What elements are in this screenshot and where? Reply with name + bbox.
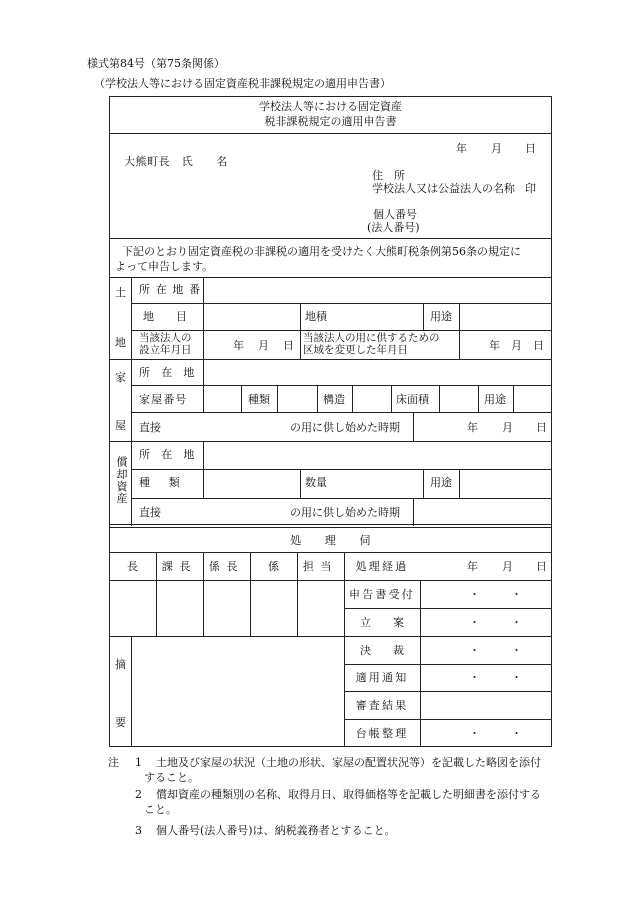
- house-direct-label: 直接: [139, 421, 161, 434]
- col-section-chief: 課長: [161, 560, 198, 573]
- col-chief: 長: [127, 560, 138, 573]
- step-decision: 決 裁: [360, 644, 404, 657]
- process-label: 処理経過: [355, 560, 409, 573]
- col-staff: 係: [268, 560, 279, 573]
- date-year-label: 年: [456, 142, 467, 155]
- step-notification-dot1: ・: [469, 671, 480, 684]
- land-est-year: 年: [233, 339, 244, 352]
- step-decision-dot1: ・: [469, 644, 480, 657]
- step-notification: 適用通知: [355, 671, 409, 684]
- org-name-label: 学校法人又は公益法人の名称: [372, 182, 515, 195]
- land-established-line2: 設立年月日: [139, 344, 192, 356]
- note-1-line1: 土地及び家屋の状況（土地の形状、家屋の配置状況等）を記載した略図を添付: [156, 756, 541, 769]
- form-title-line1: 学校法人等における固定資産: [259, 100, 402, 113]
- depreciable-quantity-label: 数量: [305, 476, 327, 489]
- statement-line2: よって申告します。: [115, 260, 214, 273]
- house-start-month: 月: [502, 421, 513, 434]
- note-1-line2: すること。: [144, 771, 199, 784]
- house-location-label: 所 在 地: [139, 366, 199, 379]
- house-start-year: 年: [467, 421, 478, 434]
- step-decision-dot2: ・: [511, 644, 522, 657]
- land-chimoku-label: 地 目: [143, 310, 187, 323]
- processing-header: 処 理 伺: [290, 534, 371, 547]
- land-section-char1: 土: [115, 286, 126, 299]
- land-chg-month: 月: [511, 339, 522, 352]
- step-draft-dot2: ・: [511, 616, 522, 629]
- land-use-label: 用途: [430, 310, 452, 323]
- step-receipt-dot1: ・: [469, 588, 480, 601]
- note-2-number: 2: [135, 788, 142, 801]
- house-start-day: 日: [536, 421, 547, 434]
- depreciable-location-label: 所 在 地: [139, 448, 199, 461]
- depreciable-use-label: 用途: [430, 476, 452, 489]
- addressee: 大熊町長 氏 名: [124, 155, 228, 168]
- land-changed-line1: 当該法人の用に供するための: [303, 332, 440, 344]
- land-area-label: 地積: [305, 310, 327, 323]
- land-changed-line2: 区域を変更した年月日: [303, 344, 408, 356]
- seal-mark: 印: [525, 182, 536, 195]
- address-label: 住 所: [372, 169, 405, 182]
- house-structure-label: 構造: [323, 393, 345, 406]
- house-number-label: 家屋番号: [139, 393, 188, 406]
- depreciable-start-use-label: の用に供し始めた時期: [290, 506, 400, 519]
- land-chg-year: 年: [489, 339, 500, 352]
- house-section-char1: 家: [115, 371, 126, 384]
- land-est-day: 日: [283, 339, 294, 352]
- form-subtitle: （学校法人等における固定資産税非課税規定の適用申告書）: [94, 77, 391, 90]
- form-title-line2: 税非課税規定の適用申告書: [264, 115, 397, 128]
- remarks-char2: 要: [115, 716, 126, 729]
- house-use-label: 用途: [484, 393, 506, 406]
- step-ledger: 台帳整理: [355, 727, 409, 740]
- step-review: 審査結果: [355, 699, 409, 712]
- note-2-line1: 償却資産の種類別の名称、取得月日、取得価格等を記載した明細書を添付する: [156, 788, 541, 801]
- note-1-number: 1: [135, 756, 142, 769]
- note-3-line1: 個人番号(法人番号)は、納税義務者とすること。: [156, 824, 396, 837]
- land-est-month: 月: [258, 339, 269, 352]
- statement-line1: 下記のとおり固定資産税の非課税の適用を受けたく大熊町税条例第56条の規定に: [122, 245, 521, 258]
- house-floor-area-label: 床面積: [396, 393, 429, 406]
- note-2-line2: こと。: [144, 803, 177, 816]
- form-number: 様式第84号（第75条関係）: [87, 57, 225, 70]
- corporate-number-label: (法人番号): [367, 221, 420, 234]
- house-kind-label: 種類: [248, 393, 270, 406]
- land-section-char2: 地: [115, 336, 126, 349]
- house-start-use-label: の用に供し始めた時期: [290, 421, 400, 434]
- remarks-char1: 摘: [115, 658, 126, 671]
- depreciable-direct-label: 直接: [139, 506, 161, 519]
- col-person-in-charge: 担当: [302, 560, 339, 573]
- note-3-number: 3: [135, 824, 142, 837]
- step-draft: 立 案: [360, 616, 404, 629]
- step-receipt-dot2: ・: [511, 588, 522, 601]
- step-notification-dot2: ・: [511, 671, 522, 684]
- land-established-line1: 当該法人の: [139, 332, 192, 344]
- process-month-label: 月: [502, 560, 513, 573]
- process-year-label: 年: [467, 560, 478, 573]
- step-receipt: 申告書受付: [349, 588, 415, 601]
- process-day-label: 日: [536, 560, 547, 573]
- date-month-label: 月: [491, 142, 502, 155]
- notes-label: 注: [108, 756, 119, 769]
- step-ledger-dot1: ・: [469, 727, 480, 740]
- land-chg-day: 日: [533, 339, 544, 352]
- depreciable-section-label: 償却資産: [115, 456, 128, 505]
- date-day-label: 日: [525, 142, 536, 155]
- step-ledger-dot2: ・: [511, 727, 522, 740]
- col-subsection-chief: 係長: [208, 560, 245, 573]
- land-location-label: 所 在 地 番: [139, 283, 202, 296]
- depreciable-kind-label: 種 類: [139, 476, 184, 489]
- house-section-char2: 屋: [115, 419, 126, 432]
- step-draft-dot1: ・: [469, 616, 480, 629]
- individual-number-label: 個人番号: [373, 208, 417, 221]
